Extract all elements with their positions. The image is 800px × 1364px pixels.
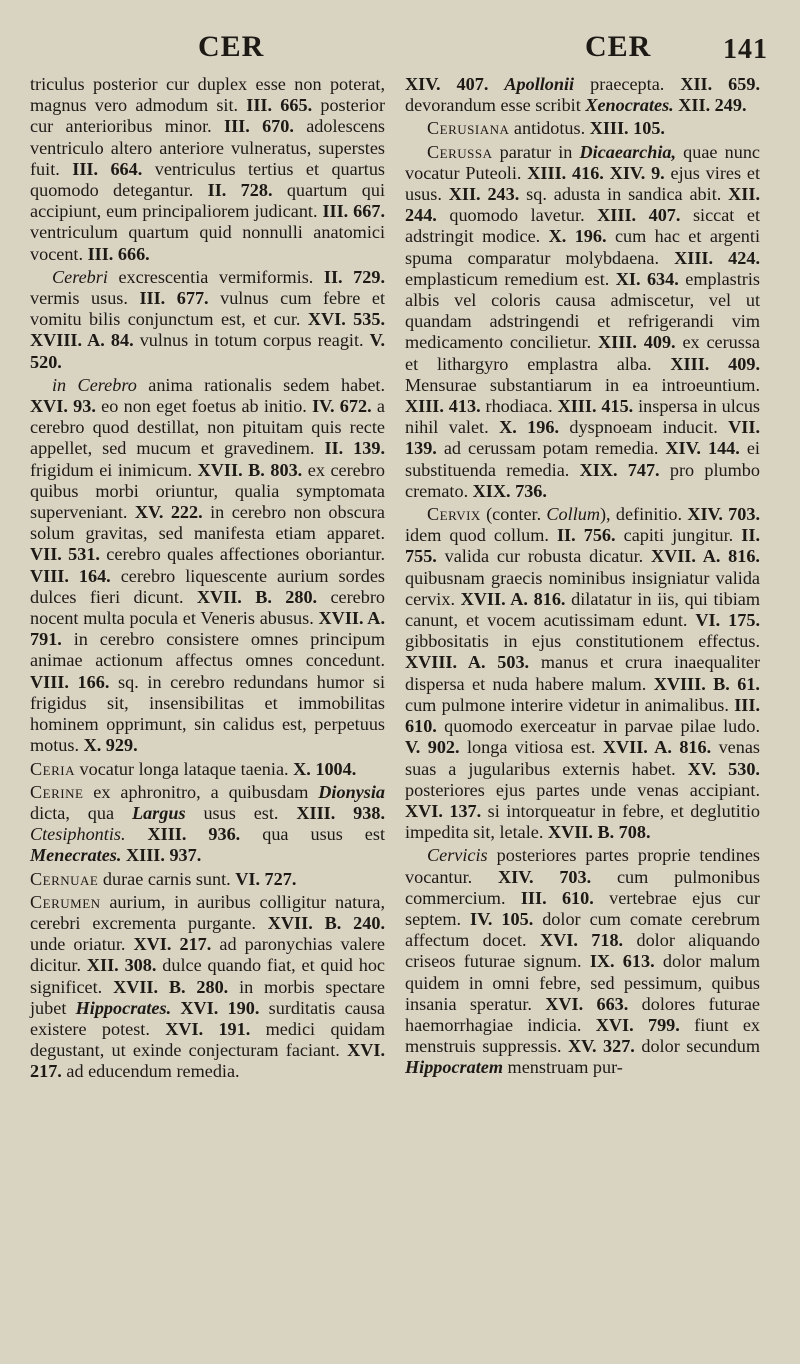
reference-citation: XVI. 718. — [540, 930, 624, 951]
entry-text: ad paronychias valere dicitur. — [30, 934, 385, 976]
italic-term: Largus — [131, 802, 186, 823]
entry-text: ), definitio. — [599, 504, 688, 525]
reference-citation: IV. 105. — [470, 908, 534, 929]
italic-term: Cervicis — [427, 845, 488, 866]
entry-text: si intorqueatur in febre, et deglutitio impedita sit, letale. — [405, 800, 760, 843]
reference-citation: II. 755. — [405, 525, 760, 567]
reference-citation: III. 677. — [139, 288, 209, 309]
reference-citation: XIII. 937. — [125, 845, 202, 866]
reference-citation: XIV. 144. — [665, 438, 740, 459]
entry-text: cerebro liquescente aurium sordes dulces fieri dicunt. — [30, 565, 385, 607]
entry-text: anima rationalis sedem habet. — [136, 374, 385, 395]
entry-text: dulce quando fiat, et quid hoc significet. — [30, 955, 385, 997]
entry-text: ex cerussa et lithargyro emplastra alba. — [405, 332, 761, 374]
page-header — [30, 30, 770, 74]
entry-text: dolores futurae haemorrhagiae indicia. — [405, 993, 760, 1035]
entry-text: in cerebro non obscura solum gravitas, sed manifesta etiam apparet. — [30, 502, 385, 544]
italic-term: Menecrates. — [30, 845, 122, 866]
entry-text: vocatur longa lataque taenia. — [74, 758, 294, 779]
reference-citation: IX. 613. — [589, 951, 655, 972]
entry-text: (conter. — [480, 504, 547, 525]
headword: Cerine — [30, 781, 84, 802]
italic-term: Dionysia — [318, 781, 385, 802]
index-entry — [30, 74, 385, 265]
entry-text: vulnus cum febre et vomitu bilis conjunctum est, et cur. — [30, 288, 386, 330]
entry-text: devorandum esse scribit — [405, 95, 586, 116]
headword: Ceria — [30, 758, 75, 779]
entry-text: vulnus in totum corpus reagit. — [133, 330, 370, 351]
entry-text: sq. in cerebro redundans humor si frigidus sit, insensibilitas et immobilitas hominem opprimunt, sin calidus est, perpetuus motus. — [30, 671, 385, 756]
reference-citation: XIII. 409. — [598, 332, 676, 353]
entry-text: quartum qui accipiunt, eum principaliorem judicant. — [30, 180, 386, 222]
reference-citation: XIII. 416. XIV. 9. — [527, 162, 665, 183]
reference-citation: XIII. 936. — [147, 824, 241, 845]
reference-citation: XII. 249. — [678, 95, 747, 116]
entry-text: dicta, qua — [30, 802, 132, 823]
reference-citation: III. 610. — [520, 887, 594, 908]
reference-citation: VIII. 166. — [30, 671, 110, 692]
italic-term: Apollonii — [504, 74, 575, 94]
entry-text: vermis usus. — [30, 288, 140, 309]
italic-term: in Cerebro — [52, 374, 137, 395]
reference-citation: XVII. A. 816. — [650, 546, 760, 567]
reference-citation: XVII. B. 280. — [113, 976, 229, 997]
entry-text: menstruam pur- — [503, 1057, 623, 1078]
reference-citation: III. 666. — [87, 243, 150, 264]
entry-text: vertebrae ejus cur septem. — [405, 887, 760, 929]
index-entry — [405, 142, 760, 502]
index-entry — [30, 892, 385, 1083]
reference-citation: III. 665. — [246, 95, 313, 116]
reference-citation: XI. 634. — [615, 268, 679, 289]
reference-citation: XIV. 703. — [497, 866, 592, 887]
reference-citation: XIII. 415. — [557, 396, 634, 417]
reference-citation: XVI. 191. — [165, 1018, 251, 1039]
entry-text: dilatatur in iis, qui tibiam canunt, et vocem acutissimam edunt. — [405, 588, 760, 631]
entry-text — [126, 824, 148, 844]
reference-citation: XIII. 938. — [296, 802, 386, 823]
reference-citation: II. 729. — [323, 266, 385, 287]
reference-citation: XVI. 137. — [405, 800, 482, 821]
reference-citation: VI. 727. — [235, 868, 297, 889]
entry-text: antidotus. — [509, 118, 590, 139]
right-running-head: CER — [585, 30, 652, 63]
entry-text: in morbis spectare jubet — [30, 976, 385, 1018]
headword: Cerumen — [30, 891, 101, 912]
entry-text: dolor cum comate cerebrum affectum docet. — [405, 908, 760, 951]
entry-text: inspersa in ulcus nihil valet. — [405, 396, 761, 438]
reference-citation: XVII. A. 816. — [460, 588, 566, 609]
left-running-head: CER — [198, 30, 265, 63]
entry-text: emplasticum remedium est. — [405, 268, 616, 289]
entry-text: a cerebro quod destillat, non pituitam quis recte appellet, sed mucum et gravedinem. — [30, 396, 385, 459]
reference-citation: II. 756. — [556, 525, 616, 546]
reference-citation: IV. 672. — [312, 396, 372, 417]
reference-citation: XIV. 703. — [687, 504, 760, 525]
index-entry — [30, 267, 385, 373]
entry-text: adolescens ventriculo altero anteriore vulneratus, superstes fuit. — [30, 116, 386, 179]
italic-term: Collum — [546, 504, 600, 525]
reference-citation: III. 610. — [405, 694, 760, 737]
entry-text: longa vitiosa est. — [459, 737, 603, 758]
reference-citation: XVIII. B. 61. — [653, 673, 760, 694]
reference-citation: XIII. 413. — [405, 396, 481, 417]
entry-text: qua usus est — [240, 824, 386, 845]
entry-text: ejus vires et usus. — [405, 162, 760, 205]
entry-text: rhodiaca. — [480, 396, 558, 417]
reference-citation: XVI. 799. — [595, 1014, 680, 1035]
entry-text: paratur in — [492, 141, 580, 162]
entry-text: venas suas a jugularibus externis habet. — [405, 737, 760, 779]
entry-text: dolor malum quidem in omni febre, sed pessimum, quibus insania speratur. — [405, 951, 761, 1014]
reference-citation: XVIII. A. 503. — [405, 652, 530, 673]
reference-citation: XVII. B. 708. — [547, 822, 651, 843]
entry-text: eo non eget foetus ab initio. — [95, 396, 313, 417]
entry-text — [171, 998, 180, 1018]
reference-citation: XV. 222. — [134, 502, 203, 523]
right-column — [405, 74, 760, 1083]
reference-citation: V. 902. — [405, 737, 460, 758]
reference-citation: III. 667. — [322, 201, 385, 222]
entry-text: sq. adusta in sandica abit. — [519, 184, 729, 205]
index-entry — [30, 869, 385, 890]
entry-text: valida cur robusta dicatur. — [436, 546, 651, 567]
reference-citation: VI. 175. — [695, 610, 760, 631]
entry-text: ex cerebro quibus morbi oriuntur, qualia symptomata superveniant. — [30, 459, 385, 523]
reference-citation: III. 670. — [224, 116, 294, 137]
entry-text: posteriores ejus partes unde venas accipiant. — [405, 779, 760, 800]
italic-term: Xenocrates. — [585, 95, 674, 116]
entry-text: unde oriatur. — [30, 934, 134, 955]
entry-text: ventriculum quartum quid nonnulli anatomici vocent. — [30, 222, 385, 264]
entry-text: dolor aliquando criseos futurae signum. — [405, 930, 760, 972]
reference-citation: X. 1004. — [293, 758, 357, 779]
reference-citation: VII. 139. — [405, 417, 760, 459]
index-entry — [30, 782, 385, 867]
headword: Cerussa — [427, 141, 493, 162]
entry-text: ex aphronitro, a quibusdam — [83, 781, 319, 802]
reference-citation: XVII. B. 280. — [196, 586, 318, 607]
reference-citation: XV. 327. — [568, 1036, 635, 1057]
reference-citation: XIII. 105. — [589, 118, 665, 139]
reference-citation: XVII. B. 803. — [197, 459, 303, 480]
reference-citation: VII. 531. — [30, 544, 100, 565]
entry-text: posteriores partes proprie tendines vocantur. — [405, 845, 760, 887]
reference-citation: XIII. 424. — [674, 247, 760, 268]
reference-citation: XIV. 407. — [405, 74, 489, 94]
reference-citation: XIX. 747. — [579, 459, 660, 480]
entry-text: ad cerussam potam remedia. — [436, 438, 666, 459]
italic-term: Hippocrates. — [75, 997, 172, 1018]
entry-text: quae nunc vocatur Puteoli. — [405, 141, 760, 183]
entry-text: ad educendum remedia. — [61, 1061, 240, 1082]
entry-text: siccat et adstringit modice. — [405, 205, 761, 247]
reference-citation: XVI. 663. — [545, 993, 629, 1014]
index-entry — [405, 845, 760, 1078]
headword: Cervix — [427, 504, 481, 525]
reference-citation: XII. 243. — [448, 184, 520, 205]
entry-text: ei substituenda remedia. — [405, 438, 760, 480]
italic-term: Cerebri — [52, 266, 108, 287]
reference-citation: XIX. 736. — [472, 480, 547, 501]
entry-text: medici quidam degustant, ut exinde conjecturam faciant. — [30, 1018, 385, 1061]
entry-text: idem quod collum. — [405, 525, 557, 546]
reference-citation: XII. 308. — [86, 955, 157, 976]
index-entry — [405, 504, 760, 843]
reference-citation: XIII. 409. — [670, 353, 760, 374]
reference-citation: X. 929. — [83, 735, 138, 756]
entry-text: durae carnis sunt. — [98, 868, 236, 889]
entry-text: cum pulmone interire videtur in animalibus. — [405, 694, 735, 715]
reference-citation: XVI. 93. — [30, 396, 96, 417]
italic-term: Hippocratem — [405, 1057, 503, 1078]
reference-citation: VIII. 164. — [30, 565, 111, 586]
reference-citation: XII. 244. — [405, 184, 761, 226]
reference-citation: XVII. A. 816. — [602, 737, 712, 758]
entry-text: emplastris albis vel coloris causa admiscetur, vel ut quandam adstringendi et refrigerandi vim medicamento concilietur. — [405, 268, 760, 353]
entry-text: quomodo exerceatur in parvae pilae ludo. — [436, 716, 760, 737]
entry-text: Mensurae substantiarum in ea introeuntium. — [405, 374, 760, 395]
index-entry — [30, 375, 385, 757]
entry-text: in cerebro consistere omnes principum animae actionum affectus omnes concedunt. — [30, 629, 385, 671]
index-entry — [405, 118, 760, 139]
entry-text: triculus posterior cur duplex esse non poterat, magnus vero admodum sit. — [30, 74, 385, 116]
entry-text: dyspnoeam inducit. — [559, 417, 729, 438]
entry-text: fiunt ex menstruis suppressis. — [405, 1014, 760, 1057]
entry-text: gibbositatis in ejus constitutionem effectus. — [405, 631, 760, 652]
entry-text: pro plumbo cremato. — [405, 459, 760, 501]
entry-text: cerebro quales affectiones oboriantur. — [99, 544, 385, 565]
reference-citation: XII. 659. — [680, 74, 760, 94]
headword: Cerusiana — [427, 118, 510, 139]
entry-text: praecepta. — [574, 74, 681, 94]
reference-citation: XVI. 535. XVIII. A. 84. — [30, 309, 385, 351]
entry-text: posterior cur anterioribus minor. — [30, 95, 386, 137]
entry-text: cum pulmonibus commercium. — [405, 866, 760, 908]
reference-citation: III. 664. — [72, 158, 143, 179]
headword: Cernuae — [30, 868, 99, 889]
italic-term: Dicaearchia, — [579, 141, 677, 162]
reference-citation: II. 728. — [207, 180, 273, 201]
left-column — [30, 74, 385, 1083]
entry-text: aurium, in auribus colligitur natura, cerebri excrementa purgante. — [30, 891, 385, 933]
reference-citation: II. 139. — [324, 438, 386, 459]
entry-text: frigidum ei inimicum. — [30, 459, 198, 480]
reference-citation: XVII. A. 791. — [30, 608, 385, 650]
entry-text — [488, 74, 504, 94]
reference-citation: XIII. 407. — [597, 205, 681, 226]
index-entry — [30, 759, 385, 780]
entry-text: quibusnam graecis nominibus insigniatur valida cervix. — [405, 567, 760, 609]
reference-citation: XV. 530. — [687, 758, 760, 779]
reference-citation: X. 196. — [548, 226, 607, 247]
entry-text: surditatis causa existere potest. — [30, 997, 385, 1039]
entry-text: cum hac et argenti spuma comparatur molybdaena. — [405, 226, 761, 268]
reference-citation: XVI. 190. — [180, 997, 260, 1018]
page-number: 141 — [723, 34, 768, 65]
entry-text: usus est. — [185, 802, 297, 823]
reference-citation: V. 520. — [30, 330, 385, 372]
entry-text: capiti jungitur. — [615, 525, 742, 546]
entry-text: quomodo lavetur. — [436, 205, 598, 226]
reference-citation: X. 196. — [499, 417, 560, 438]
entry-text: ventriculus tertius et quartus quomodo detegantur. — [30, 158, 385, 201]
entry-text: cerebro nocent multa pocula et Veneris abusus. — [30, 586, 385, 629]
reference-citation: XVI. 217. — [30, 1040, 385, 1082]
reference-citation: XVII. B. 240. — [267, 912, 385, 933]
text-columns — [30, 74, 770, 1083]
index-entry — [405, 74, 760, 116]
italic-term: Ctesiphontis. — [30, 824, 126, 845]
entry-text: dolor secundum — [634, 1036, 760, 1057]
entry-text: manus et crura inaequaliter dispersa et nuda habere malum. — [405, 652, 760, 694]
reference-citation: XVI. 217. — [133, 934, 212, 955]
entry-text: excrescentia vermiformis. — [107, 266, 324, 287]
